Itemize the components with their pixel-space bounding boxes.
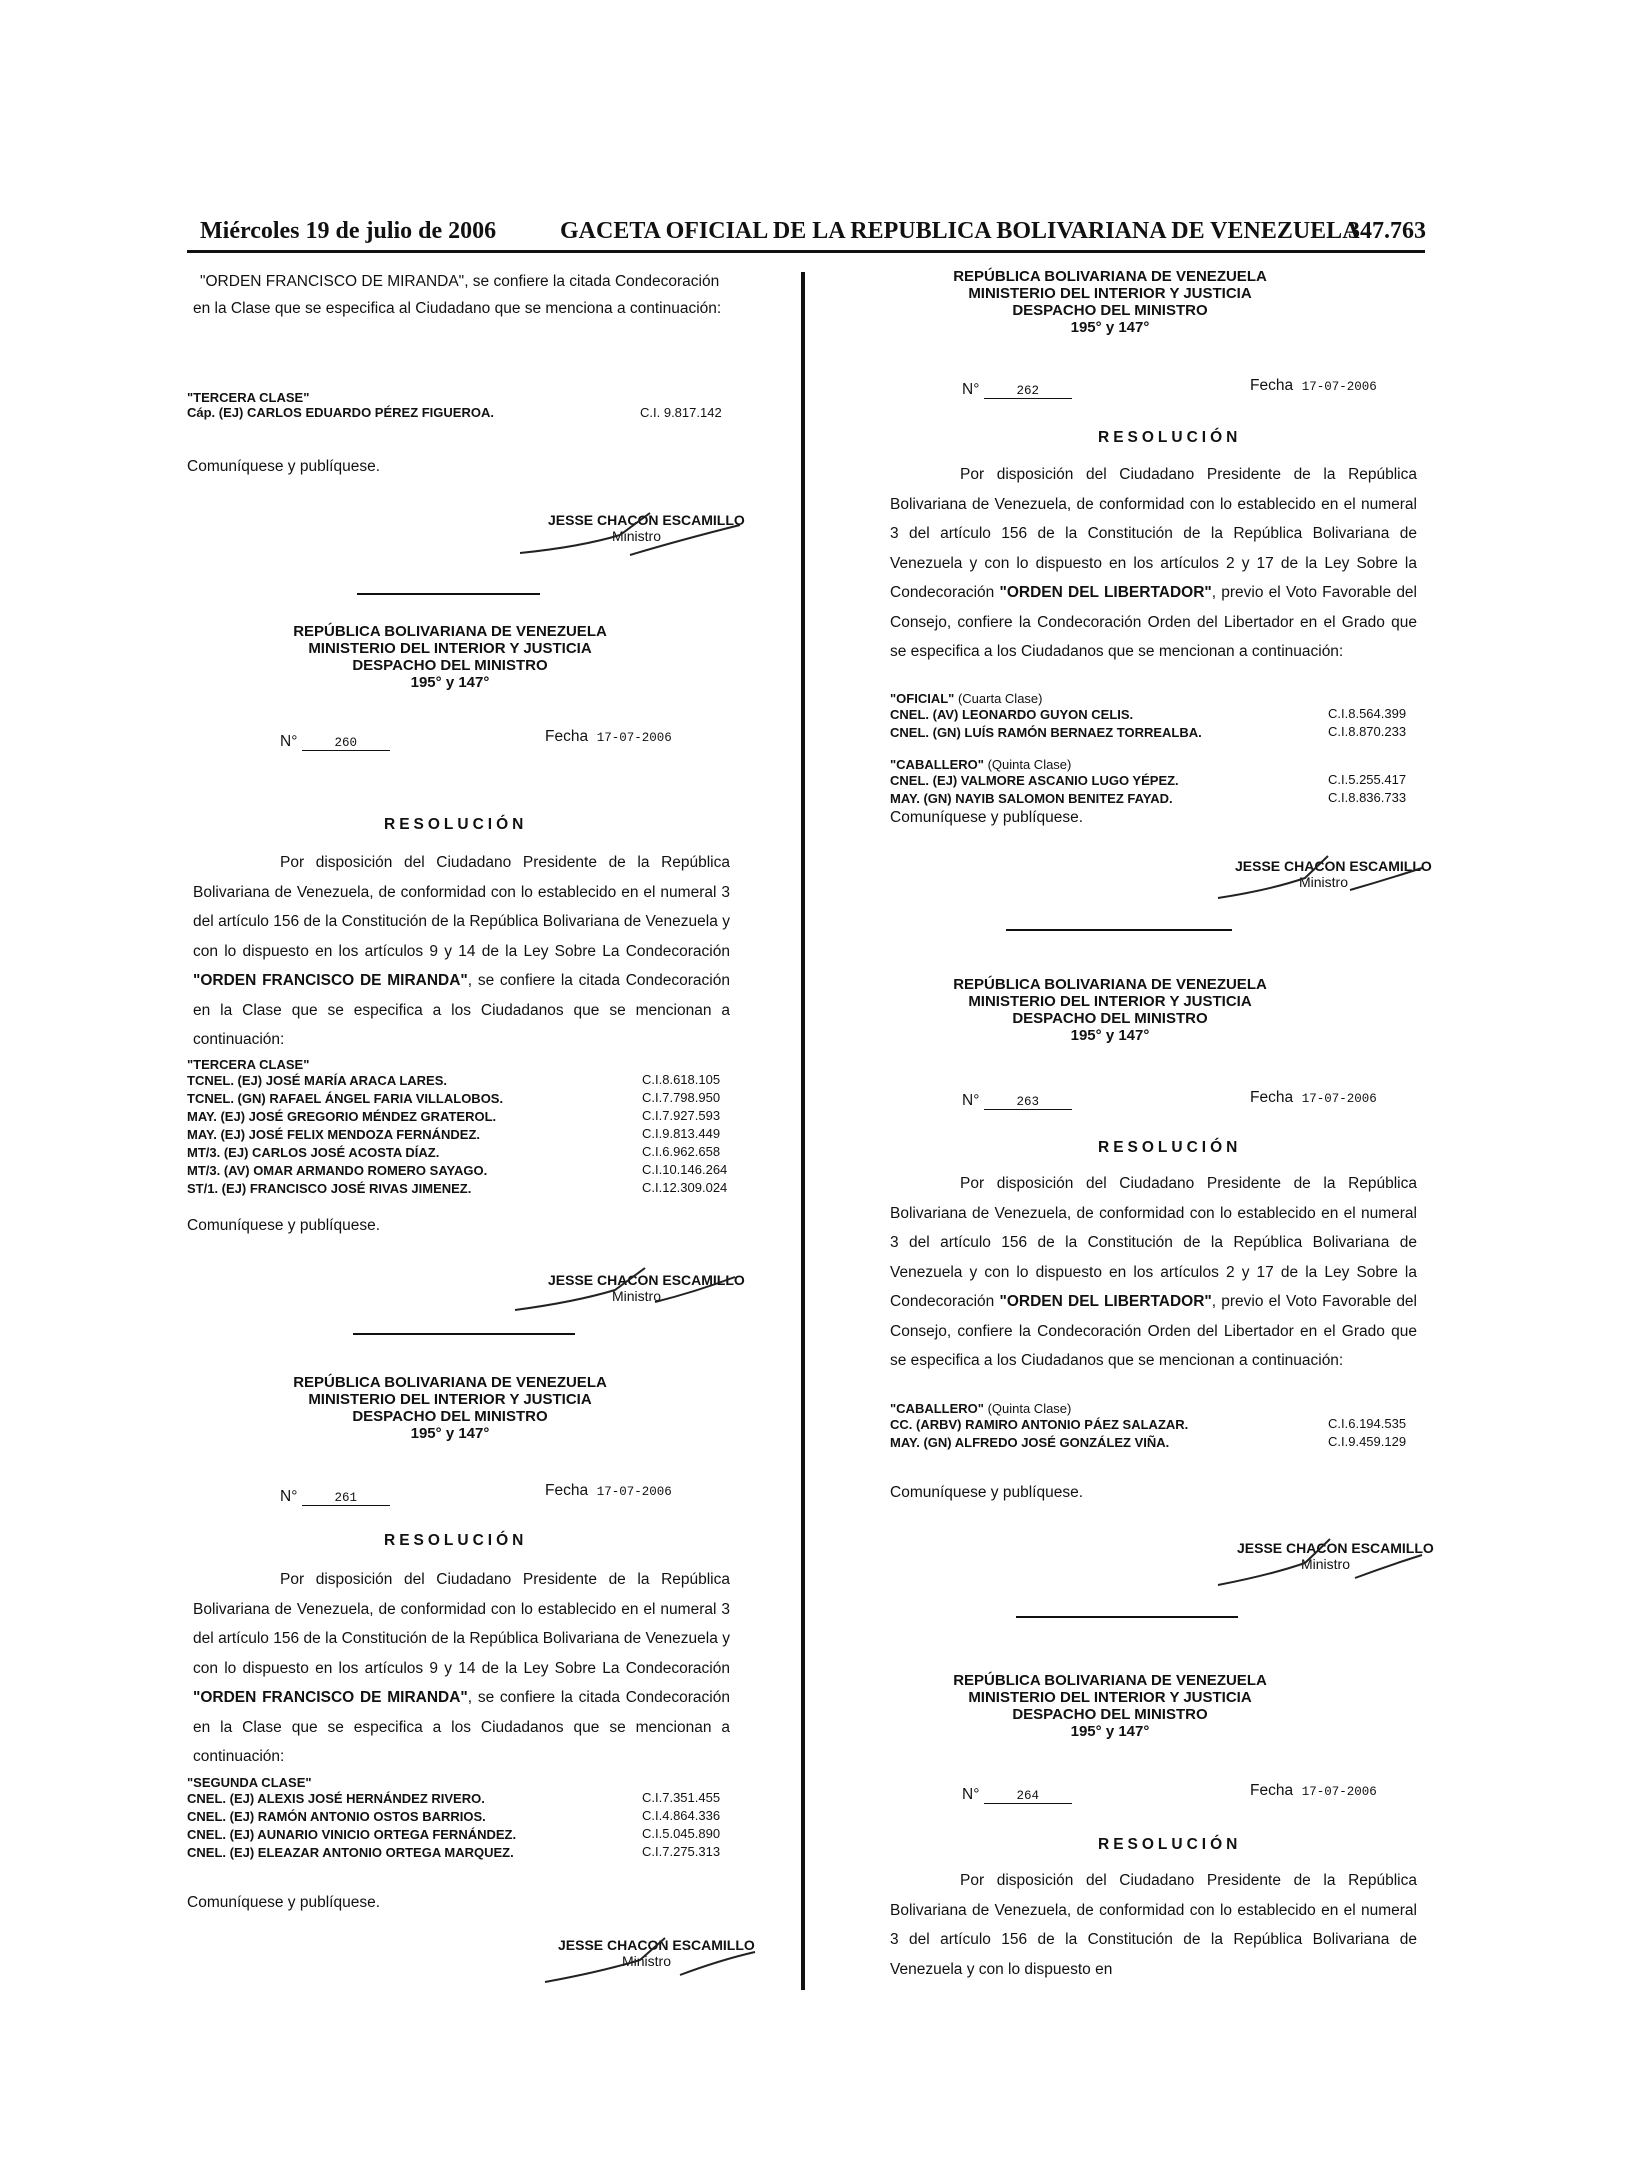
res262-body: Por disposición del Ciudadano Presidente de la República Bolivariana de Venezuela, de conformidad con lo establecido en el numeral 3 del artículo 156 de la Constitución de la República Bolivariana de Venezuela y con lo dispuesto en los artículos 2 y 17 de la Ley Sobre la Condecoración "ORDEN DEL LIBERTADOR", previo el Voto Favorable del Consejo, confiere la Condecoración Orden del Libertador en el Grado que se especifica a los Ciudadanos que se mencionan a continuación: bbox=[890, 466, 1418, 660]
table-row: CNEL. (EJ) ALEXIS JOSÉ HERNÁNDEZ RIVERO. C.I.7.351.455 bbox=[187, 1790, 721, 1806]
table-row: MT/3. (EJ) CARLOS JOSÉ ACOSTA DÍAZ. C.I.6.962.658 bbox=[187, 1144, 721, 1160]
signature-1: JESSE CHACON ESCAMILLO Ministro bbox=[548, 512, 745, 544]
table-row: CNEL. (EJ) ELEAZAR ANTONIO ORTEGA MARQUEZ. C.I.7.275.313 bbox=[187, 1844, 721, 1860]
res263-list-1 bbox=[890, 1416, 1407, 1452]
res260-body: Por disposición del Ciudadano Presidente de la República Bolivariana de Venezuela, de conformidad con lo establecido en el numeral 3 del artículo 156 de la Constitución de la República Bolivariana de Venezuela y con lo dispuesto en los artículos 9 y 14 de la Ley Sobre La Condecoración "ORDEN FRANCISCO DE MIRANDA", se confiere la citada Condecoración en la Clase que se especifica a los Ciudadanos que se mencionan a continuación: bbox=[193, 854, 730, 1048]
res260-list bbox=[187, 1072, 728, 1198]
table-row: CNEL. (EJ) AUNARIO VINICIO ORTEGA FERNÁNDEZ. C.I.5.045.890 bbox=[187, 1826, 721, 1842]
signature-scribble-5 bbox=[1210, 1533, 1430, 1593]
res264-title: RESOLUCIÓN bbox=[1098, 1836, 1242, 1853]
res261-body: Por disposición del Ciudadano Presidente de la República Bolivariana de Venezuela, de conformidad con lo establecido en el numeral 3 del artículo 156 de la Constitución de la República Bolivariana de Venezuela y con lo dispuesto en los artículos 9 y 14 de la Ley Sobre La Condecoración "ORDEN FRANCISCO DE MIRANDA", se confiere la citada Condecoración en la Clase que se especifica a los Ciudadanos que se mencionan a continuación: bbox=[193, 1571, 730, 1765]
res263-number: N° 263 bbox=[962, 1092, 1072, 1110]
res262-list-1 bbox=[890, 706, 1407, 742]
cont-comuniquese: Comuníquese y publíquese. bbox=[187, 458, 381, 475]
res263-comuniquese: Comuníquese y publíquese. bbox=[890, 1484, 1084, 1501]
table-row: ST/1. (EJ) FRANCISCO JOSÉ RIVAS JIMENEZ. C.I.12.309.024 bbox=[187, 1180, 728, 1196]
res261-heading: REPÚBLICA BOLIVARIANA DE VENEZUELA MINISTERIO DEL INTERIOR Y JUSTICIA DESPACHO DEL MINISTRO 195° y 147° bbox=[293, 1374, 607, 1442]
res261-number: N° 261 bbox=[280, 1488, 390, 1506]
cont-clase: "TERCERA CLASE" bbox=[187, 390, 310, 405]
res261-date: Fecha 17-07-2006 bbox=[545, 1482, 672, 1499]
res260-heading: REPÚBLICA BOLIVARIANA DE VENEZUELA MINISTERIO DEL INTERIOR Y JUSTICIA DESPACHO DEL MINISTRO 195° y 147° bbox=[293, 623, 607, 691]
res262-heading: REPÚBLICA BOLIVARIANA DE VENEZUELA MINISTERIO DEL INTERIOR Y JUSTICIA DESPACHO DEL MINISTRO 195° y 147° bbox=[953, 268, 1267, 336]
cont-person: Cáp. (EJ) CARLOS EDUARDO PÉREZ FIGUEROA. bbox=[187, 405, 494, 420]
res260-clase: "TERCERA CLASE" bbox=[187, 1057, 310, 1072]
res262-date: Fecha 17-07-2006 bbox=[1250, 377, 1377, 394]
res260-number: N° 260 bbox=[280, 733, 390, 751]
res264-number: N° 264 bbox=[962, 1786, 1072, 1804]
signature-scribble-3 bbox=[540, 1930, 760, 1990]
header-divider bbox=[187, 250, 1425, 253]
res262-grade-1: "OFICIAL" (Cuarta Clase) bbox=[890, 691, 1043, 706]
table-row: MAY. (GN) ALFREDO JOSÉ GONZÁLEZ VIÑA. C.I.9.459.129 bbox=[890, 1434, 1407, 1450]
table-row: CNEL. (GN) LUÍS RAMÓN BERNAEZ TORREALBA. C.I.8.870.233 bbox=[890, 724, 1407, 740]
signature-2: JESSE CHACON ESCAMILLO Ministro bbox=[548, 1272, 745, 1304]
table-row: CC. (ARBV) RAMIRO ANTONIO PÁEZ SALAZAR. C.I.6.194.535 bbox=[890, 1416, 1407, 1432]
signature-scribble-4 bbox=[1210, 850, 1430, 905]
table-row: CNEL. (EJ) VALMORE ASCANIO LUGO YÉPEZ. C.I.5.255.417 bbox=[890, 772, 1407, 788]
table-row: CNEL. (EJ) RAMÓN ANTONIO OSTOS BARRIOS. C.I.4.864.336 bbox=[187, 1808, 721, 1824]
res263-grade-1: "CABALLERO" (Quinta Clase) bbox=[890, 1401, 1072, 1416]
res261-title: RESOLUCIÓN bbox=[384, 1532, 528, 1549]
table-row: TCNEL. (GN) RAFAEL ÁNGEL FARIA VILLALOBOS. C.I.7.798.950 bbox=[187, 1090, 721, 1106]
header-date: Miércoles 19 de julio de 2006 bbox=[200, 218, 497, 244]
column-rule bbox=[801, 272, 805, 1990]
gazette-title: GACETA OFICIAL DE LA REPUBLICA BOLIVARIANA DE VENEZUELA bbox=[560, 218, 1360, 244]
res262-number: N° 262 bbox=[962, 381, 1072, 399]
res263-body: Por disposición del Ciudadano Presidente de la República Bolivariana de Venezuela, de conformidad con lo establecido en el numeral 3 del artículo 156 de la Constitución de la República Bolivariana de Venezuela y con lo dispuesto en los artículos 2 y 17 de la Ley Sobre la Condecoración "ORDEN DEL LIBERTADOR", previo el Voto Favorable del Consejo, confiere la Condecoración Orden del Libertador en el Grado que se especifica a los Ciudadanos que se mencionan a continuación: bbox=[890, 1175, 1418, 1369]
signature-3: JESSE CHACON ESCAMILLO Ministro bbox=[558, 1937, 755, 1969]
table-row: MAY. (EJ) JOSÉ FELIX MENDOZA FERNÁNDEZ. C.I.9.813.449 bbox=[187, 1126, 721, 1142]
page-number: 347.763 bbox=[1348, 218, 1426, 244]
signature-5: JESSE CHACON ESCAMILLO Ministro bbox=[1237, 1540, 1434, 1572]
res260-title: RESOLUCIÓN bbox=[384, 816, 528, 833]
res264-date: Fecha 17-07-2006 bbox=[1250, 1782, 1377, 1799]
separator-2 bbox=[353, 1333, 575, 1335]
res260-date: Fecha 17-07-2006 bbox=[545, 728, 672, 745]
res261-comuniquese: Comuníquese y publíquese. bbox=[187, 1894, 381, 1911]
signature-scribble-1 bbox=[510, 505, 750, 563]
cont-para-1: "ORDEN FRANCISCO DE MIRANDA", se confiere la citada Condecoración bbox=[200, 273, 720, 290]
table-row: CNEL. (AV) LEONARDO GUYON CELIS. C.I.8.564.399 bbox=[890, 706, 1407, 722]
signature-4: JESSE CHACON ESCAMILLO Ministro bbox=[1235, 858, 1432, 890]
separator-4 bbox=[1016, 1616, 1238, 1618]
res263-title: RESOLUCIÓN bbox=[1098, 1139, 1242, 1156]
signature-scribble-2 bbox=[505, 1262, 745, 1322]
res262-comuniquese: Comuníquese y publíquese. bbox=[890, 809, 1084, 826]
cont-para-2: en la Clase que se especifica al Ciudadano que se menciona a continuación: bbox=[193, 300, 722, 317]
table-row: MAY. (GN) NAYIB SALOMON BENITEZ FAYAD. C.I.8.836.733 bbox=[890, 790, 1407, 806]
res262-list-2 bbox=[890, 772, 1407, 808]
res263-date: Fecha 17-07-2006 bbox=[1250, 1089, 1377, 1106]
separator-3 bbox=[1006, 929, 1232, 931]
res262-grade-2: "CABALLERO" (Quinta Clase) bbox=[890, 757, 1072, 772]
res264-heading: REPÚBLICA BOLIVARIANA DE VENEZUELA MINISTERIO DEL INTERIOR Y JUSTICIA DESPACHO DEL MINISTRO 195° y 147° bbox=[953, 1672, 1267, 1740]
res261-clase: "SEGUNDA CLASE" bbox=[187, 1775, 312, 1790]
res262-title: RESOLUCIÓN bbox=[1098, 429, 1242, 446]
separator-1 bbox=[357, 593, 540, 595]
res261-list bbox=[187, 1790, 721, 1862]
cont-ci: C.I. 9.817.142 bbox=[640, 405, 722, 420]
res263-heading: REPÚBLICA BOLIVARIANA DE VENEZUELA MINISTERIO DEL INTERIOR Y JUSTICIA DESPACHO DEL MINISTRO 195° y 147° bbox=[953, 976, 1267, 1044]
table-row: MAY. (EJ) JOSÉ GREGORIO MÉNDEZ GRATEROL. C.I.7.927.593 bbox=[187, 1108, 721, 1124]
res264-body: Por disposición del Ciudadano Presidente de la República Bolivariana de Venezuela, de conformidad con lo establecido en el numeral 3 del artículo 156 de la Constitución de la República Bolivariana de Venezuela y con lo dispuesto en bbox=[890, 1872, 1417, 1978]
table-row: MT/3. (AV) OMAR ARMANDO ROMERO SAYAGO. C.I.10.146.264 bbox=[187, 1162, 728, 1178]
table-row: TCNEL. (EJ) JOSÉ MARÍA ARACA LARES. C.I.8.618.105 bbox=[187, 1072, 721, 1088]
res260-comuniquese: Comuníquese y publíquese. bbox=[187, 1217, 381, 1234]
